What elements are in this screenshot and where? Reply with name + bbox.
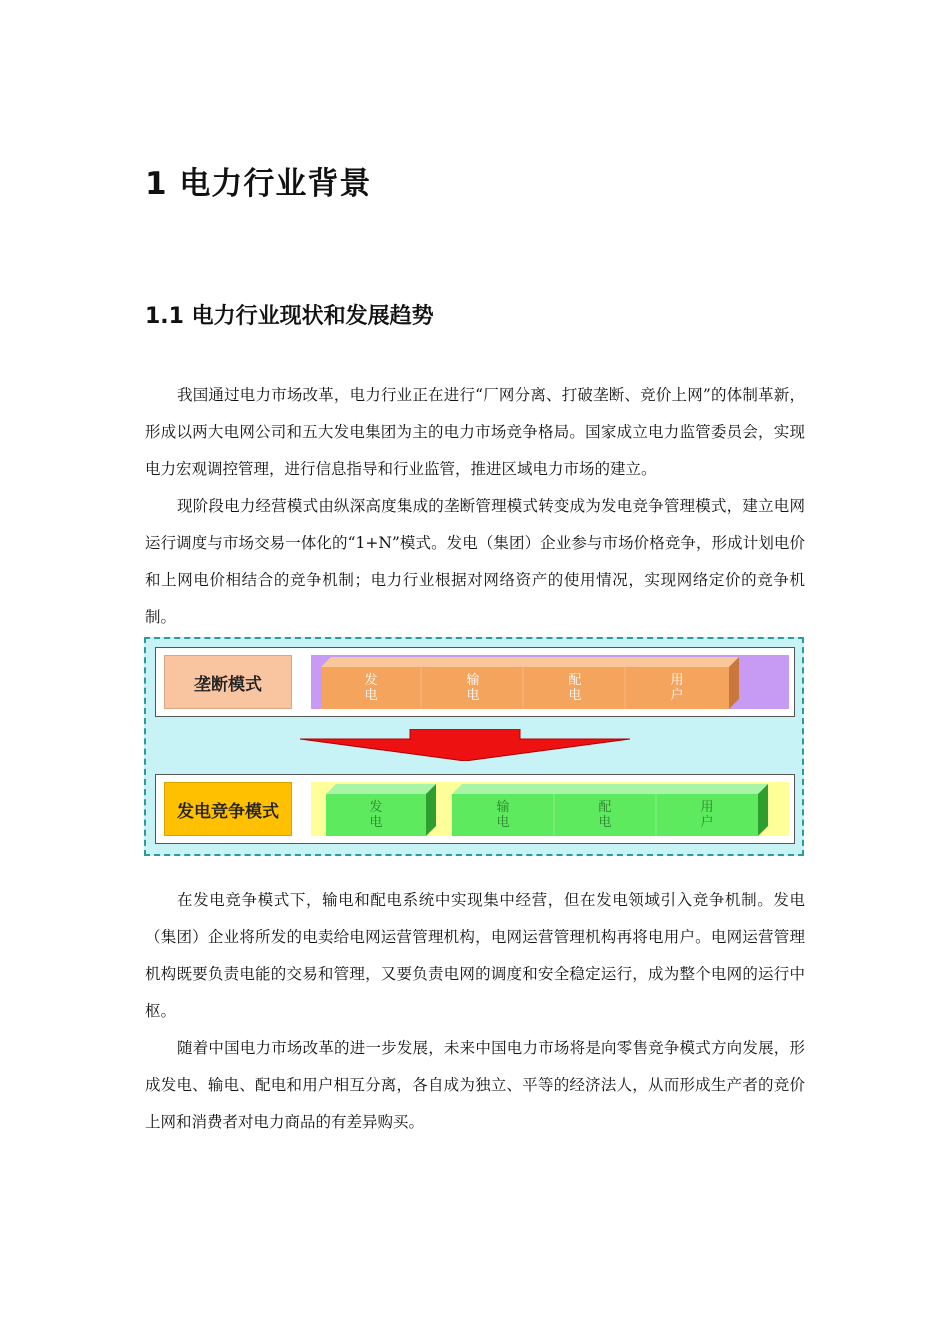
competition-segment-distribution: 配电 — [598, 800, 612, 830]
paragraph-1: 我国通过电力市场改革，电力行业正在进行“厂网分离、打破垄断、竞价上网”的体制革新，形成以两大电网公司和五大发电集团为主的电力市场竞争格局。国家成立电力监管委员会，实现电力宏观调控管理，进行信息指导和行业监管，推进区域电力市场的建立。 — [145, 386, 805, 478]
monopoly-segment-generation: 发电 — [364, 673, 378, 703]
chapter-title: 1 电力行业背景 — [145, 166, 372, 202]
competition-segment-transmission: 输电 — [496, 800, 510, 830]
monopoly-segment-transmission: 输电 — [466, 673, 480, 703]
paragraph-3: 在发电竞争模式下，输电和配电系统中实现集中经营，但在发电领域引入竞争机制。发电（集团）企业将所发的电卖给电网运营管理机构，电网运营管理机构再将电用户。电网运营管理机构既要负责电能的交易和管理，又要负责电网的调度和安全稳定运行，成为整个电网的运行中枢。 — [145, 891, 805, 1020]
section-title: 1.1 电力行业现状和发展趋势 — [145, 304, 434, 329]
down-arrow-icon — [300, 729, 630, 761]
competition-mode-row — [155, 774, 795, 844]
paragraph-2: 现阶段电力经营模式由纵深高度集成的垄断管理模式转变成为发电竞争管理模式，建立电网运行调度与市场交易一体化的“1+N”模式。发电（集团）企业参与市场价格竞争，形成计划电价和上网电价相结合的竞争机制；电力行业根据对网络资产的使用情况，实现网络定价的竞争机制。 — [145, 497, 805, 626]
monopoly-mode-row — [155, 647, 795, 717]
monopoly-segment-users: 用户 — [670, 673, 684, 703]
competition-mode-label: 发电竞争模式 — [164, 782, 292, 836]
competition-segment-generation: 发电 — [369, 800, 383, 830]
monopoly-segment-distribution: 配电 — [568, 673, 582, 703]
paragraph-4: 随着中国电力市场改革的进一步发展，未来中国电力市场将是向零售竞争模式方向发展，形成发电、输电、配电和用户相互分离，各自成为独立、平等的经济法人，从而形成生产者的竞价上网和消费者对电力商品的有差异购买。 — [145, 1039, 805, 1131]
power-market-mode-diagram — [144, 637, 804, 856]
competition-segment-users: 用户 — [700, 800, 714, 830]
monopoly-mode-label: 垄断模式 — [164, 655, 292, 709]
